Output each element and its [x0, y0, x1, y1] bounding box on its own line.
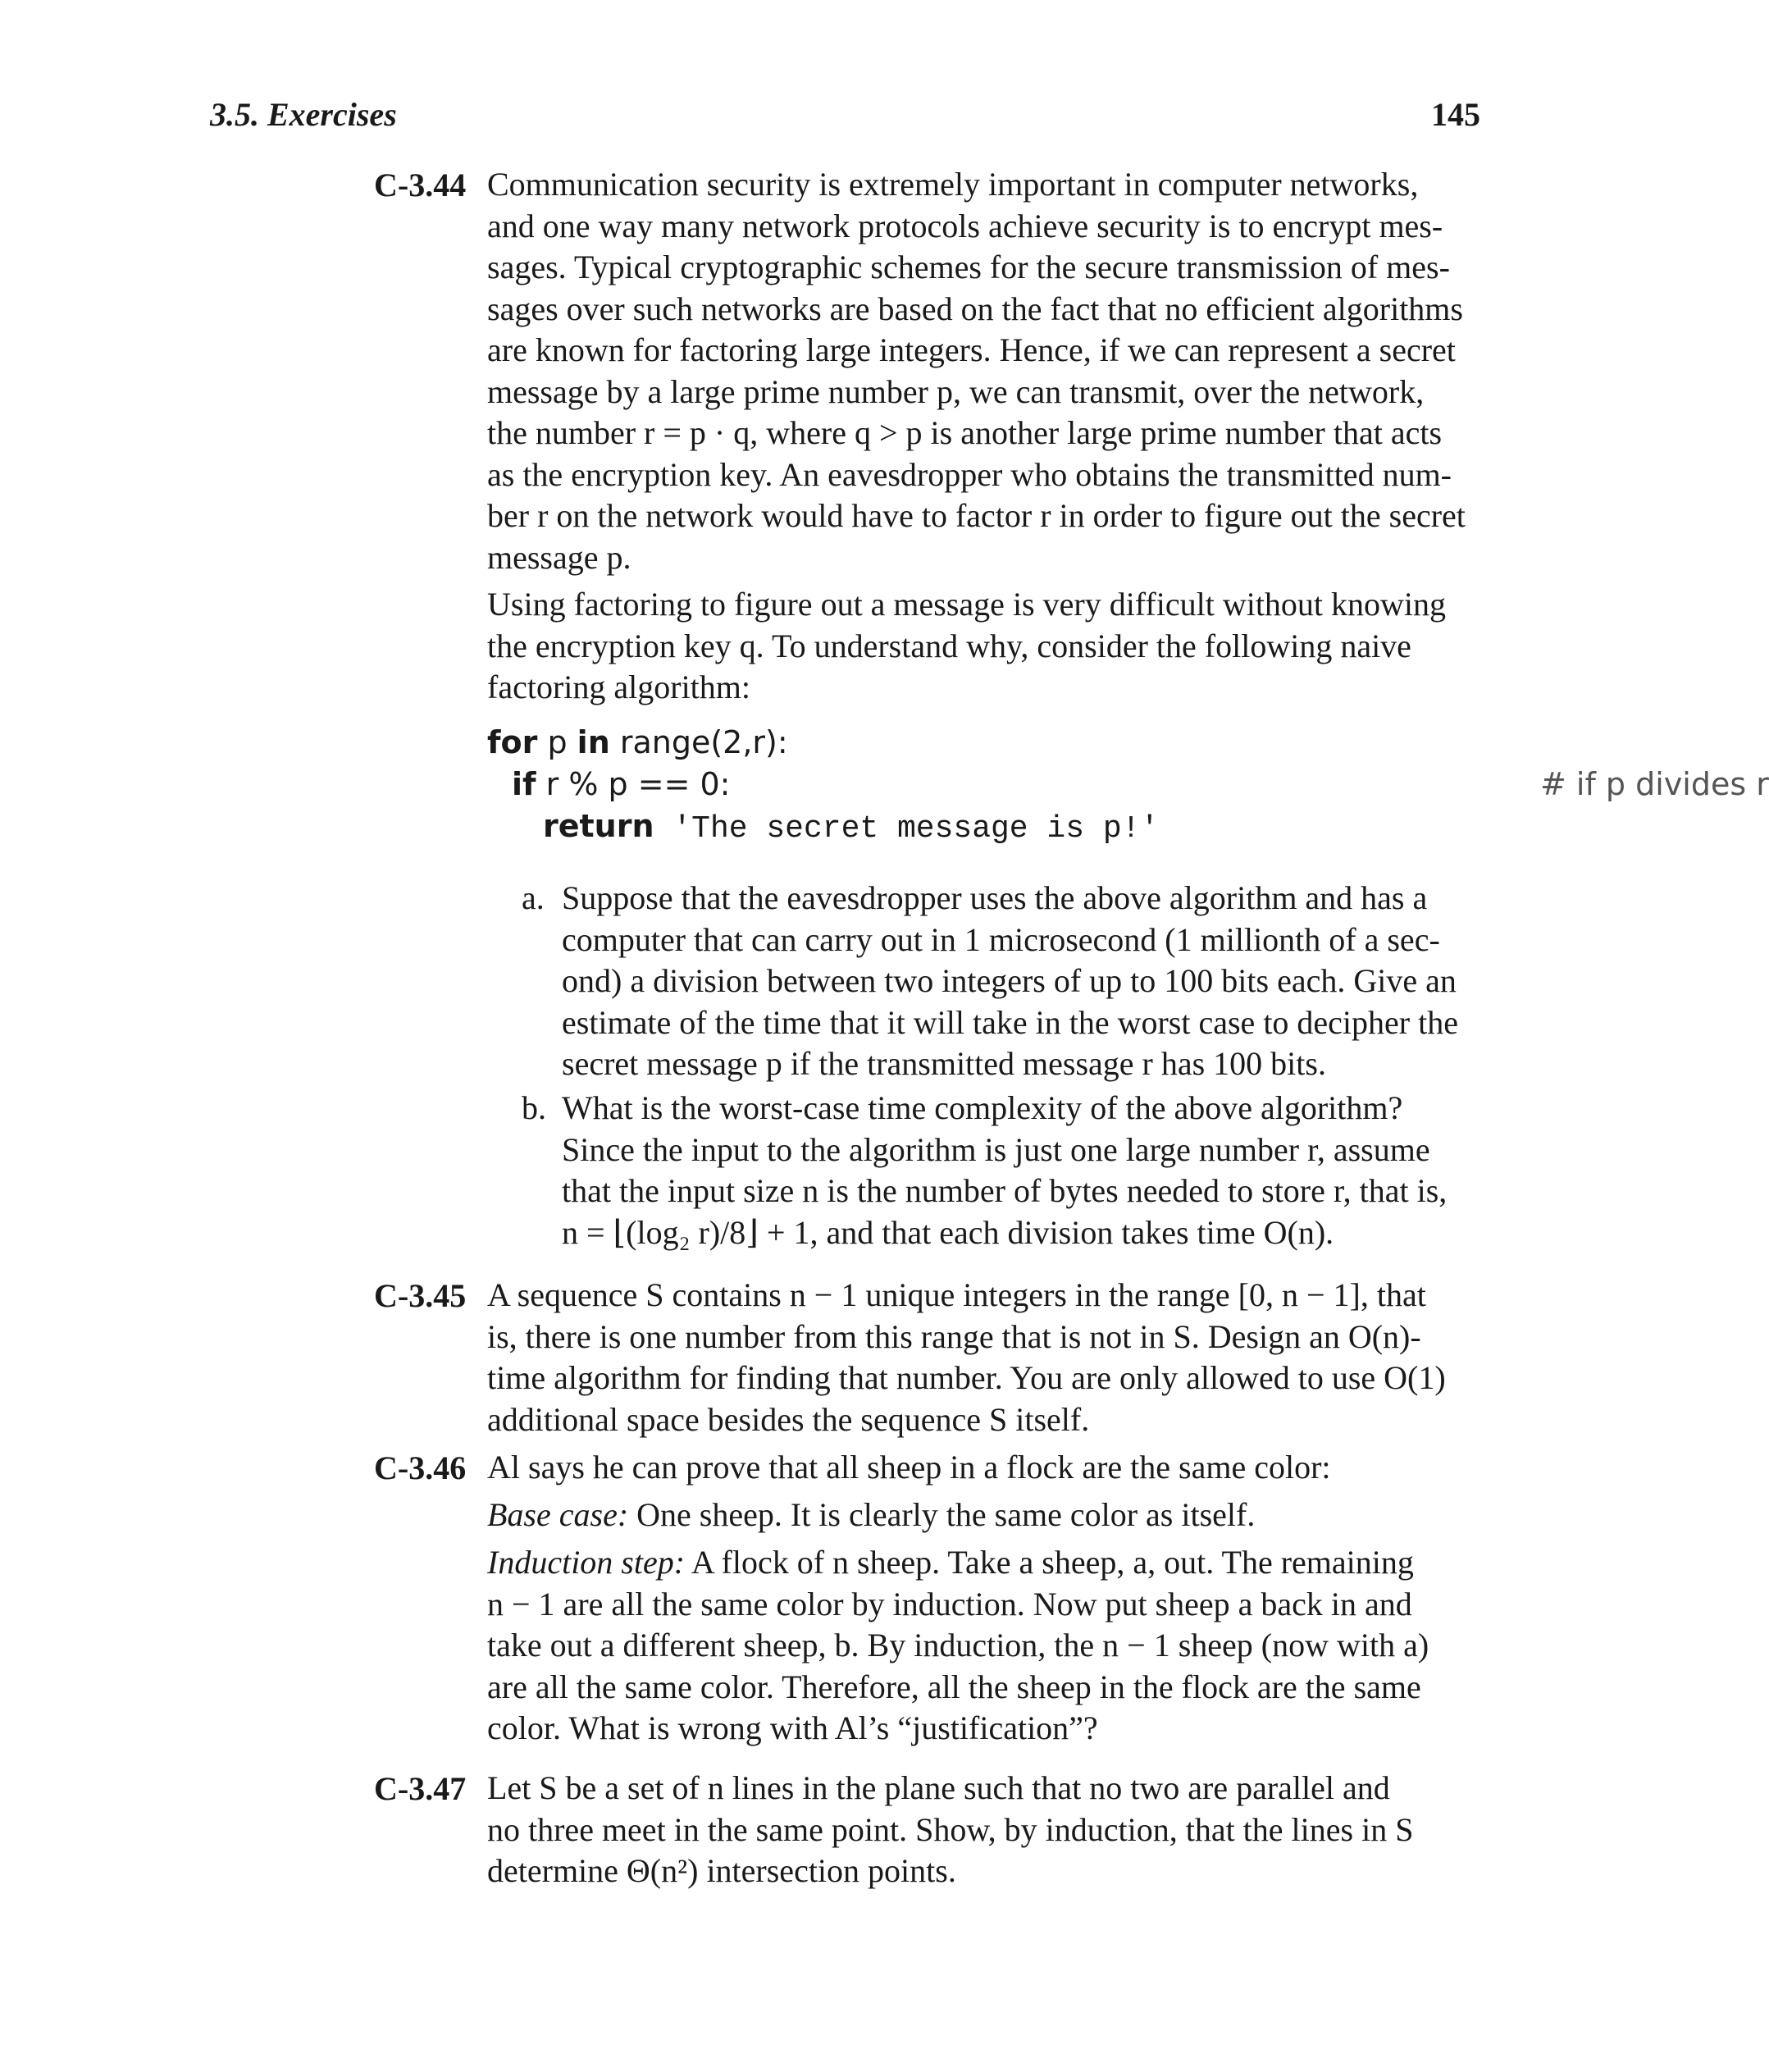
induction-step-paragraph — [487, 1542, 1476, 1750]
text-line: are all the same color. Therefore, all the sheep in the flock are the same — [487, 1668, 1421, 1705]
text-line: factoring algorithm: — [487, 669, 751, 705]
text-line: Communication security is extremely important in computer networks, — [487, 166, 1419, 203]
text-line: A sequence S contains n − 1 unique integers in the range [0, n − 1], that — [487, 1276, 1426, 1313]
text-line: Al says he can prove that all sheep in a flock are the same color: — [487, 1449, 1331, 1486]
code-line — [543, 806, 1159, 850]
text-line: sages over such networks are based on the fact that no efficient algorithms — [487, 290, 1463, 327]
subpart-text — [562, 1088, 1476, 1253]
text-line: Since the input to the algorithm is just one large number r, assume — [562, 1130, 1430, 1168]
text-line: message by a large prime number p, we can transmit, over the network, — [487, 372, 1425, 410]
text-line: secret message p if the transmitted message r has 100 bits. — [562, 1045, 1326, 1082]
text-line: is, there is one number from this range that is not in S. Design an O(n)- — [487, 1317, 1421, 1355]
text-line: that the input size n is the number of bytes needed to store r, that is, — [562, 1172, 1448, 1209]
text-line: n − 1 are all the same color by induction. Now put sheep a back in and — [487, 1585, 1412, 1622]
text-line: time algorithm for finding that number. You are only allowed to use O(1) — [487, 1359, 1446, 1396]
subpart-text — [562, 878, 1476, 1085]
text-line: additional space besides the sequence S itself. — [487, 1400, 1090, 1438]
exercise-label: C-3.44 — [374, 167, 467, 203]
text-line: Using factoring to figure out a message is very difficult without knowing — [487, 586, 1447, 623]
text-line: are known for factoring large integers. Hence, if we can represent a secret — [487, 331, 1456, 368]
text-line: and one way many network protocols achieve security is to encrypt mes- — [487, 207, 1443, 244]
text-line: Let S be a set of n lines in the plane such that no two are parallel and — [487, 1769, 1390, 1806]
page-number: 145 — [1431, 96, 1480, 133]
text-line: Suppose that the eavesdropper uses the above algorithm and has a — [562, 879, 1428, 916]
code-text: r % p == 0: — [536, 766, 731, 802]
code-comment: # if p divides r — [1540, 766, 1769, 802]
base-case-text: One sheep. It is clearly the same color as itself. — [628, 1496, 1256, 1533]
exercise-paragraph — [487, 1275, 1476, 1440]
code-keyword: in — [577, 724, 610, 760]
text-line: determine Θ(n²) intersection points. — [487, 1852, 956, 1889]
text-line: color. What is wrong with Al’s “justification”? — [487, 1709, 1098, 1746]
text-line — [487, 1542, 1476, 1584]
exercise-label: C-3.47 — [374, 1770, 467, 1807]
subpart-label: a. — [522, 879, 545, 916]
base-case-label: Base case: — [487, 1496, 629, 1533]
code-keyword: for — [487, 724, 538, 760]
exercise-label: C-3.46 — [374, 1449, 467, 1486]
text-line: message p. — [487, 538, 631, 576]
section-header: 3.5. Exercises — [210, 96, 397, 133]
induction-step-text: A flock of n sheep. Take a sheep, a, out. The remaining — [685, 1544, 1414, 1581]
code-string: 'The secret message is p!' — [654, 811, 1160, 847]
text-line: What is the worst-case time complexity of the above algorithm? — [562, 1089, 1403, 1126]
exercise-paragraph — [487, 1768, 1476, 1892]
exercise-paragraph-2 — [487, 584, 1476, 709]
text-line: the number r = p · q, where q > p is another large prime number that acts — [487, 414, 1443, 451]
code-keyword: if — [512, 766, 536, 802]
code-line — [512, 764, 730, 806]
exercise-label: C-3.45 — [374, 1277, 467, 1314]
text-line: n = ⌊(log₂ r)/8⌋ + 1, and that each division takes time O(n). — [562, 1213, 1334, 1251]
base-case-paragraph — [487, 1495, 1476, 1536]
code-text: p — [537, 724, 577, 760]
text-line: computer that can carry out in 1 microsecond (1 millionth of a sec- — [562, 920, 1440, 958]
subpart-label: b. — [522, 1089, 546, 1126]
text-line: sages. Typical cryptographic schemes for the secure transmission of mes- — [487, 249, 1450, 285]
text-line: ber r on the network would have to factor r in order to figure out the secret — [487, 497, 1466, 534]
code-text: range(2,r): — [609, 724, 788, 760]
text-line: take out a different sheep, b. By induction, the n − 1 sheep (now with a) — [487, 1627, 1429, 1664]
code-keyword: return — [543, 808, 654, 844]
text-line: the encryption key q. To understand why, consider the following naive — [487, 627, 1411, 664]
text-line: estimate of the time that it will take in the worst case to decipher the — [562, 1003, 1458, 1041]
exercise-paragraph-1 — [487, 1447, 1476, 1489]
text-line: as the encryption key. An eavesdropper who obtains the transmitted num- — [487, 455, 1452, 493]
text-line: no three meet in the same point. Show, by induction, that the lines in S — [487, 1810, 1414, 1848]
text-line: ond) a division between two integers of up to 100 bits each. Give an — [562, 962, 1457, 999]
code-line — [487, 722, 788, 764]
induction-step-label: Induction step: — [487, 1544, 686, 1581]
text-line — [487, 1495, 1476, 1536]
exercise-paragraph-1 — [487, 164, 1476, 578]
